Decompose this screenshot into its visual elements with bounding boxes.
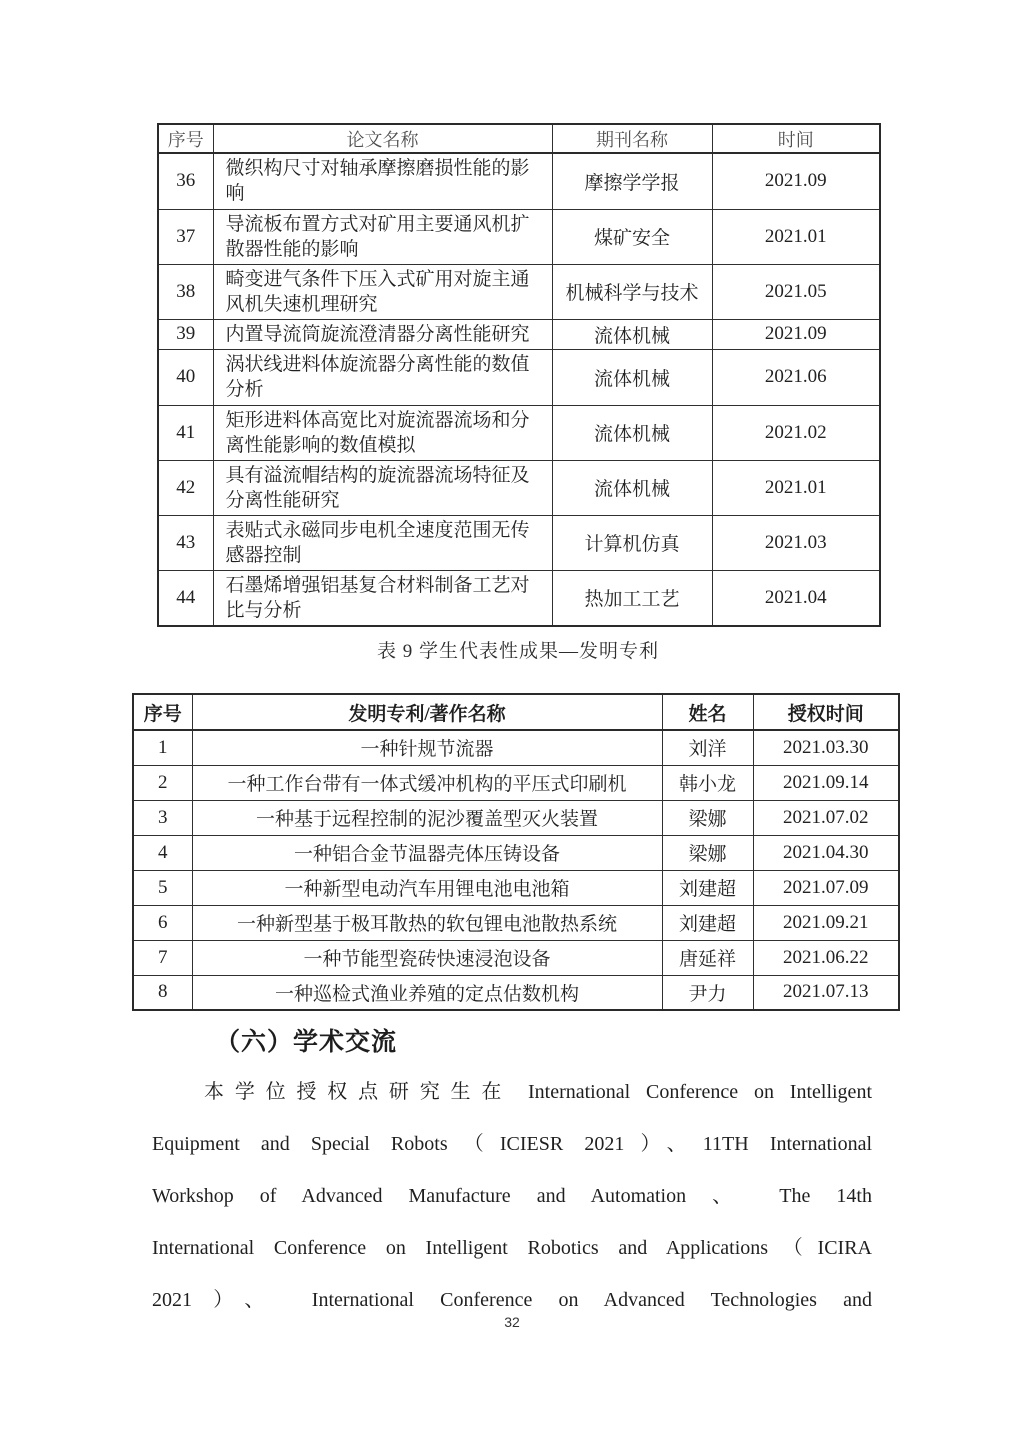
table-row <box>158 319 880 349</box>
table-row <box>158 153 880 209</box>
table-row <box>133 800 899 835</box>
cell-no: 3 <box>133 800 192 835</box>
cell-journal: 摩擦学学报 <box>552 153 712 209</box>
cell-no: 42 <box>158 460 213 515</box>
cell-date: 2021.06 <box>712 349 880 405</box>
cell-date: 2021.05 <box>712 264 880 319</box>
patents-header-no: 序号 <box>133 694 192 730</box>
cell-inventor: 尹力 <box>662 975 753 1010</box>
cell-grant-date: 2021.07.13 <box>753 975 899 1010</box>
cell-paper-title: 石墨烯增强铝基复合材料制备工艺对比与分析 <box>213 570 552 626</box>
cell-inventor: 梁娜 <box>662 835 753 870</box>
patents-table <box>132 693 900 1011</box>
cell-grant-date: 2021.09.14 <box>753 765 899 800</box>
cell-patent-title: 一种工作台带有一体式缓冲机构的平压式印刷机 <box>192 765 662 800</box>
table-row <box>158 405 880 460</box>
table-row <box>158 515 880 570</box>
cell-patent-title: 一种巡检式渔业养殖的定点估数机构 <box>192 975 662 1010</box>
table-row <box>133 975 899 1010</box>
cell-patent-title: 一种新型基于极耳散热的软包锂电池散热系统 <box>192 905 662 940</box>
body-paragraph <box>152 1066 872 1326</box>
table-row <box>158 264 880 319</box>
cell-paper-title: 具有溢流帽结构的旋流器流场特征及分离性能研究 <box>213 460 552 515</box>
cell-no: 5 <box>133 870 192 905</box>
cell-paper-title: 涡状线进料体旋流器分离性能的数值分析 <box>213 349 552 405</box>
table-row <box>158 209 880 264</box>
cell-paper-title: 表贴式永磁同步电机全速度范围无传感器控制 <box>213 515 552 570</box>
cell-date: 2021.03 <box>712 515 880 570</box>
cell-patent-title: 一种针规节流器 <box>192 730 662 765</box>
cell-patent-title: 一种基于远程控制的泥沙覆盖型灭火装置 <box>192 800 662 835</box>
cell-paper-title: 畸变进气条件下压入式矿用对旋主通风机失速机理研究 <box>213 264 552 319</box>
paragraph-line: 本学位授权点研究生在 International Conference on Intelligent <box>204 1081 872 1103</box>
section-heading: （六）学术交流 <box>215 1028 398 1056</box>
cell-grant-date: 2021.07.02 <box>753 800 899 835</box>
paragraph-line: 2021）、 International Conference on Advanced Technologies and <box>152 1289 872 1311</box>
paragraph-line: Workshop of Advanced Manufacture and Automation 、 The 14th <box>152 1185 872 1207</box>
cell-paper-title: 导流板布置方式对矿用主要通风机扩散器性能的影响 <box>213 209 552 264</box>
cell-journal: 流体机械 <box>552 460 712 515</box>
cell-journal: 热加工工艺 <box>552 570 712 626</box>
cell-paper-title: 矩形进料体高宽比对旋流器流场和分离性能影响的数值模拟 <box>213 405 552 460</box>
table9-caption: 表 9 学生代表性成果—发明专利 <box>376 641 659 662</box>
cell-date: 2021.09 <box>712 153 880 209</box>
cell-grant-date: 2021.07.09 <box>753 870 899 905</box>
cell-grant-date: 2021.03.30 <box>753 730 899 765</box>
table-row <box>158 460 880 515</box>
cell-no: 2 <box>133 765 192 800</box>
cell-patent-title: 一种新型电动汽车用锂电池电池箱 <box>192 870 662 905</box>
table-row <box>133 905 899 940</box>
cell-journal: 流体机械 <box>552 349 712 405</box>
cell-no: 1 <box>133 730 192 765</box>
cell-no: 6 <box>133 905 192 940</box>
cell-no: 40 <box>158 349 213 405</box>
papers-header-journal: 期刊名称 <box>552 124 712 153</box>
cell-paper-title: 内置导流筒旋流澄清器分离性能研究 <box>213 319 552 349</box>
table-row <box>158 349 880 405</box>
cell-journal: 流体机械 <box>552 319 712 349</box>
cell-inventor: 刘洋 <box>662 730 753 765</box>
cell-no: 41 <box>158 405 213 460</box>
cell-journal: 机械科学与技术 <box>552 264 712 319</box>
cell-no: 36 <box>158 153 213 209</box>
cell-no: 4 <box>133 835 192 870</box>
cell-date: 2021.04 <box>712 570 880 626</box>
cell-patent-title: 一种节能型瓷砖快速浸泡设备 <box>192 940 662 975</box>
patents-header-date: 授权时间 <box>753 694 899 730</box>
cell-no: 44 <box>158 570 213 626</box>
cell-grant-date: 2021.04.30 <box>753 835 899 870</box>
table-row <box>158 570 880 626</box>
cell-no: 8 <box>133 975 192 1010</box>
cell-inventor: 刘建超 <box>662 905 753 940</box>
cell-journal: 煤矿安全 <box>552 209 712 264</box>
patents-table-header-row <box>133 694 899 730</box>
cell-no: 37 <box>158 209 213 264</box>
table-row <box>133 730 899 765</box>
table-row <box>133 940 899 975</box>
cell-inventor: 刘建超 <box>662 870 753 905</box>
cell-no: 7 <box>133 940 192 975</box>
patents-header-title: 发明专利/著作名称 <box>192 694 662 730</box>
table-row <box>133 765 899 800</box>
cell-inventor: 唐延祥 <box>662 940 753 975</box>
cell-no: 39 <box>158 319 213 349</box>
cell-no: 38 <box>158 264 213 319</box>
cell-date: 2021.02 <box>712 405 880 460</box>
page-number: 32 <box>504 1314 520 1330</box>
papers-header-no: 序号 <box>158 124 213 153</box>
cell-journal: 计算机仿真 <box>552 515 712 570</box>
table-row <box>133 870 899 905</box>
paragraph-line: International Conference on Intelligent Robotics and Applications（ICIRA <box>152 1237 872 1259</box>
papers-table <box>157 123 881 627</box>
table-row <box>133 835 899 870</box>
paragraph-line: Equipment and Special Robots（ICIESR 2021）、11TH International <box>152 1133 872 1155</box>
papers-header-title: 论文名称 <box>213 124 552 153</box>
cell-grant-date: 2021.06.22 <box>753 940 899 975</box>
cell-paper-title: 微织构尺寸对轴承摩擦磨损性能的影响 <box>213 153 552 209</box>
cell-date: 2021.01 <box>712 209 880 264</box>
cell-patent-title: 一种铝合金节温器壳体压铸设备 <box>192 835 662 870</box>
cell-no: 43 <box>158 515 213 570</box>
cell-date: 2021.09 <box>712 319 880 349</box>
papers-header-date: 时间 <box>712 124 880 153</box>
cell-inventor: 韩小龙 <box>662 765 753 800</box>
papers-table-header-row <box>158 124 880 153</box>
cell-inventor: 梁娜 <box>662 800 753 835</box>
cell-date: 2021.01 <box>712 460 880 515</box>
cell-journal: 流体机械 <box>552 405 712 460</box>
cell-grant-date: 2021.09.21 <box>753 905 899 940</box>
patents-header-name: 姓名 <box>662 694 753 730</box>
